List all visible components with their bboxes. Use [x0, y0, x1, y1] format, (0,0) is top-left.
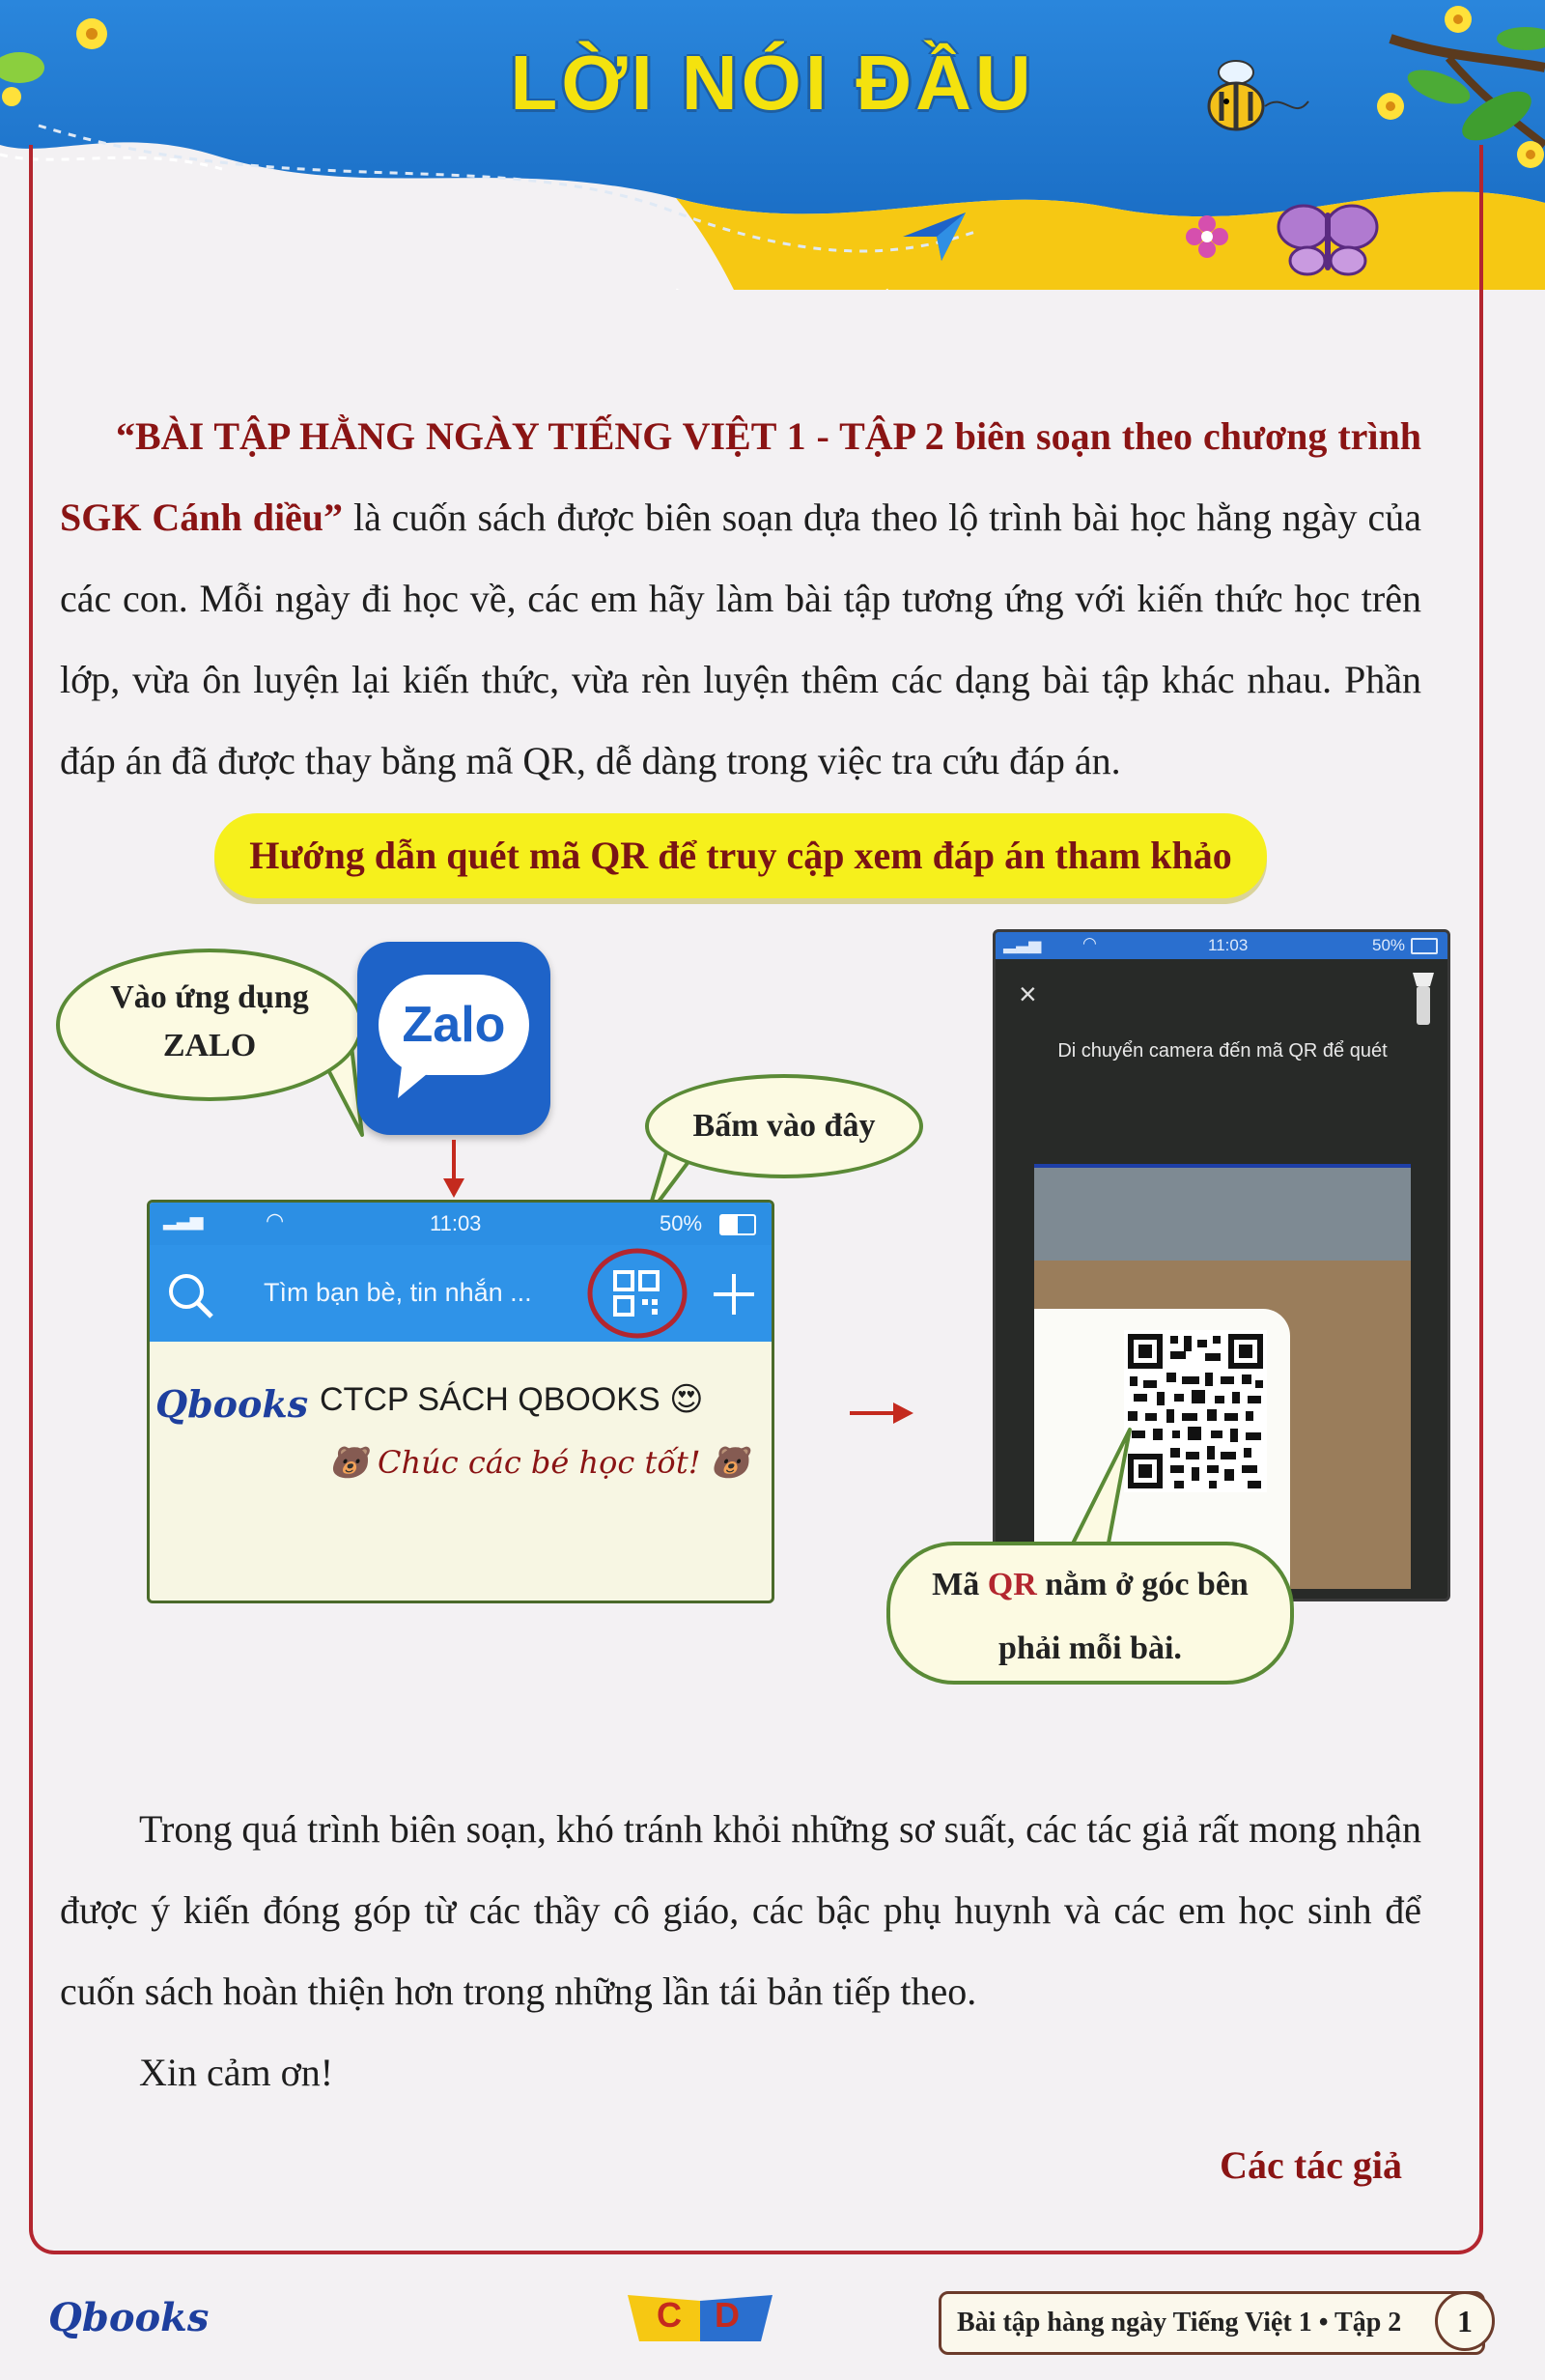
phone1-status-bar	[150, 1203, 772, 1245]
closing-paragraph: Trong quá trình biên soạn, khó tránh khỏi những sơ suất, các tác giả rất mong nhận được ý kiến đóng góp từ các thầy cô giáo, các bậc phụ huynh và các em học sinh để cuốn sách hoàn thiện hơn trong những lần tái bản tiếp theo.	[60, 1807, 1421, 2013]
signal-icon: ▂▃▅	[163, 1210, 204, 1230]
right-arrow-icon	[850, 1399, 917, 1428]
flashlight-icon[interactable]	[1411, 971, 1436, 1029]
down-arrow-icon	[439, 1140, 468, 1202]
page-number: 1	[1435, 2291, 1495, 2351]
callout-qr-post: nằm ở góc bên	[1036, 1567, 1249, 1602]
book-title: “BÀI TẬP HẰNG NGÀY TIẾNG VIỆT 1 - TẬP 2 biên soạn theo chương trình SGK Cánh diều”	[60, 414, 1421, 539]
avatar-text: Qbooks	[155, 1382, 309, 1426]
phone1-search-bar[interactable]	[150, 1245, 772, 1342]
chat-name[interactable]	[320, 1380, 704, 1419]
battery-icon	[719, 1214, 756, 1235]
footer-book-label	[939, 2291, 1485, 2355]
series-logo	[628, 2287, 772, 2345]
intro-text: là cuốn sách được biên soạn dựa theo lộ trình bài học hằng ngày của các con. Mỗi ngày đi học về, các em hãy làm bài tập tương ứng với kiến thức học trên lớp, vừa ôn luyện lại kiến thức, vừa rèn luyện thêm các dạng bài tập khác nhau. Phần đáp án đã được thay bằng mã QR, dễ dàng trong việc tra cứu đáp án.	[60, 496, 1421, 782]
callout-qr-pre: Mã	[932, 1567, 988, 1602]
battery-icon-2	[1411, 938, 1438, 954]
zalo-app-icon[interactable]	[357, 942, 550, 1135]
wifi-icon-2: ◠	[1082, 934, 1097, 952]
chat-name-text: CTCP SÁCH QBOOKS	[320, 1381, 660, 1418]
publisher-logo: Qbooks	[48, 2295, 210, 2340]
add-icon[interactable]	[710, 1270, 758, 1318]
callout-open-app-line2: ZALO	[162, 1028, 257, 1063]
wifi-icon: ◠	[266, 1208, 285, 1232]
intro-paragraph	[60, 396, 1421, 802]
series-logo-right: D	[715, 2295, 740, 2335]
series-logo-shape	[628, 2287, 772, 2345]
phone1-time: 11:03	[430, 1211, 482, 1235]
callout-tap-here: Bấm vào đây	[645, 1074, 923, 1178]
camera-wall-area	[1034, 1164, 1411, 1261]
zalo-phone-screen	[147, 1200, 774, 1603]
qr-highlight-circle	[586, 1247, 688, 1340]
zalo-logo-text: Zalo	[379, 975, 529, 1075]
search-icon[interactable]	[165, 1270, 215, 1320]
search-input[interactable]: Tìm bạn bè, tin nhắn ...	[264, 1278, 532, 1307]
scan-line	[1034, 1164, 1411, 1168]
phone2-status-bar	[996, 932, 1447, 959]
callout-qr-line2: phải mỗi bài.	[998, 1630, 1182, 1666]
callout-qr-location	[886, 1542, 1294, 1685]
page-title: LỜI NÓI ĐẦU	[510, 40, 1035, 126]
qbooks-avatar[interactable]	[155, 1382, 309, 1469]
phone2-time: 11:03	[1208, 936, 1249, 954]
bear-emoji-icon-2: 🐻	[710, 1444, 749, 1481]
thanks-line: Xin cảm ơn!	[139, 2051, 334, 2094]
heart-eyes-emoji-icon: 😍	[669, 1381, 704, 1418]
signal-icon-2: ▂▃▅	[1003, 935, 1042, 953]
callout-open-app-line1: Vào ứng dụng	[110, 979, 309, 1015]
guide-banner: Hướng dẫn quét mã QR để truy cập xem đáp án tham khảo	[214, 813, 1267, 898]
callout-open-app	[56, 949, 363, 1101]
chat-message-text: Chúc các bé học tốt!	[378, 1444, 701, 1481]
series-logo-left: C	[657, 2295, 682, 2335]
close-icon[interactable]: ×	[1019, 977, 1037, 1011]
signature: Các tác giả	[1220, 2143, 1402, 2187]
bear-emoji-icon: 🐻	[329, 1444, 368, 1481]
scan-instruction: Di chuyển camera đến mã QR để quét	[1057, 1040, 1388, 1062]
book-label-text: Bài tập hàng ngày Tiếng Việt 1 • Tập 2	[957, 2308, 1402, 2338]
chat-message	[329, 1444, 749, 1481]
callout-qr-word: QR	[987, 1567, 1037, 1602]
phone1-battery-percent: 50%	[660, 1211, 703, 1235]
phone2-battery-percent: 50%	[1372, 936, 1406, 954]
